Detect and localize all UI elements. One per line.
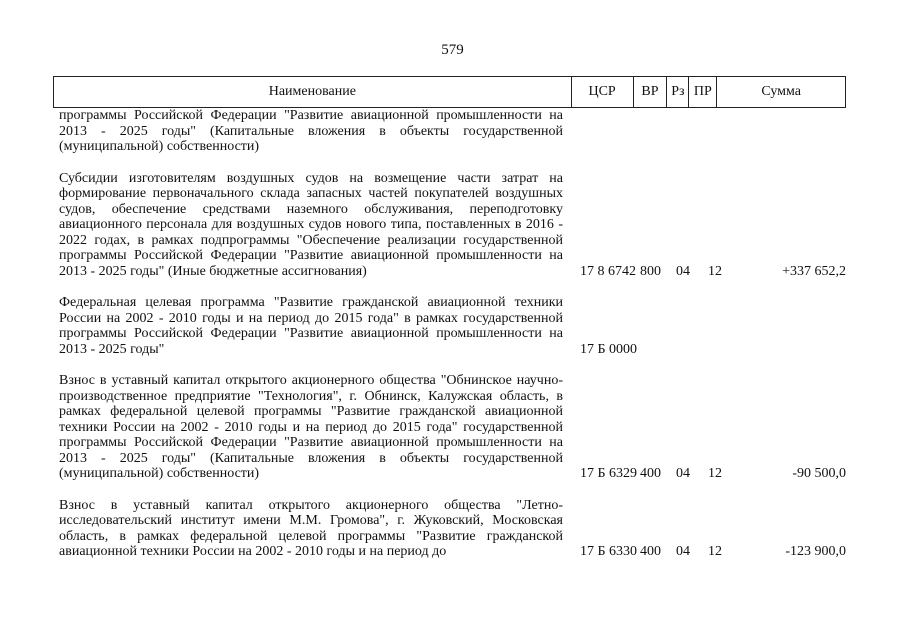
row-csr: 17 8 6742	[580, 263, 636, 279]
table-row	[53, 498, 846, 560]
table-row	[53, 373, 846, 482]
row-csr: 17 Б 6330	[580, 544, 638, 559]
row-vr: 400	[640, 544, 661, 559]
table-row	[53, 295, 846, 357]
row-vr: 400	[640, 466, 661, 481]
header-csr: ЦСР	[571, 77, 633, 107]
row-pr: 12	[708, 544, 722, 559]
row-sum: -90 500,0	[792, 466, 846, 481]
row-rz: 04	[676, 263, 690, 279]
row-pr: 12	[708, 263, 722, 279]
table-body	[53, 108, 846, 576]
row-rz: 04	[676, 466, 690, 481]
header-pr: ПР	[688, 77, 716, 107]
row-csr: 17 Б 0000	[580, 341, 638, 357]
row-name: Взнос в уставный капитал открытого акционерного общества "Обнинское научно-производственное предприятие "Технология", г. Обнинск, Калужская область, в рамках федеральной целевой программы "Развитие гражданской авиационной техники России на 2002 - 2010 годы и на период до 2015 года" государственной программы Российской Федерации "Развитие авиационной промышленности на 2013 - 2025 годы" (Капитальные вложения в объекты государственной (муниципальной) собственности)	[59, 373, 563, 481]
row-name: Взнос в уставный капитал открытого акционерного общества "Летно-исследовательский институт имени М.М. Громова", г. Жуковский, Московская область, в рамках федеральной целевой программы "Развитие гражданской авиационной техники России на 2002 - 2010 годы и на период до	[59, 497, 563, 559]
row-name: программы Российской Федерации "Развитие авиационной промышленности на 2013 - 2025 годы" (Капитальные вложения в объекты государственной (муниципальной) собственности)	[59, 108, 563, 154]
header-vr: ВР	[633, 77, 667, 107]
row-rz: 04	[676, 544, 690, 559]
header-sum: Сумма	[716, 77, 845, 107]
table-row	[53, 108, 846, 155]
header-name: Наименование	[268, 84, 356, 99]
row-sum: -123 900,0	[785, 544, 846, 559]
row-pr: 12	[708, 466, 722, 481]
row-vr: 800	[640, 263, 661, 279]
row-csr: 17 Б 6329	[580, 466, 638, 481]
row-name: Федеральная целевая программа "Развитие гражданской авиационной техники России на 2002 - 2010 годы и на период до 2015 года" в рамках государственной программы Российской Федерации "Развитие авиационной промышленности на 2013 - 2025 годы"	[59, 295, 563, 357]
row-name: Субсидии изготовителям воздушных судов на возмещение части затрат на формирование первоначального склада запасных частей покупателей воздушных судов, обеспечение средствами наземного обслуживания, переподготовку авиационного персонала для воздушных судов нового типа, поставленных в 2016 - 2022 годах, в рамках подпрограммы "Обеспечение реализации государственной программы Российской Федерации "Развитие авиационной промышленности на 2013 - 2025 годы" (Иные бюджетные ассигнования)	[59, 170, 563, 279]
table-row	[53, 171, 846, 280]
row-sum: +337 652,2	[782, 263, 846, 279]
page-number: 579	[441, 42, 464, 58]
header-rz: Рз	[666, 77, 688, 107]
table-header	[53, 76, 846, 108]
